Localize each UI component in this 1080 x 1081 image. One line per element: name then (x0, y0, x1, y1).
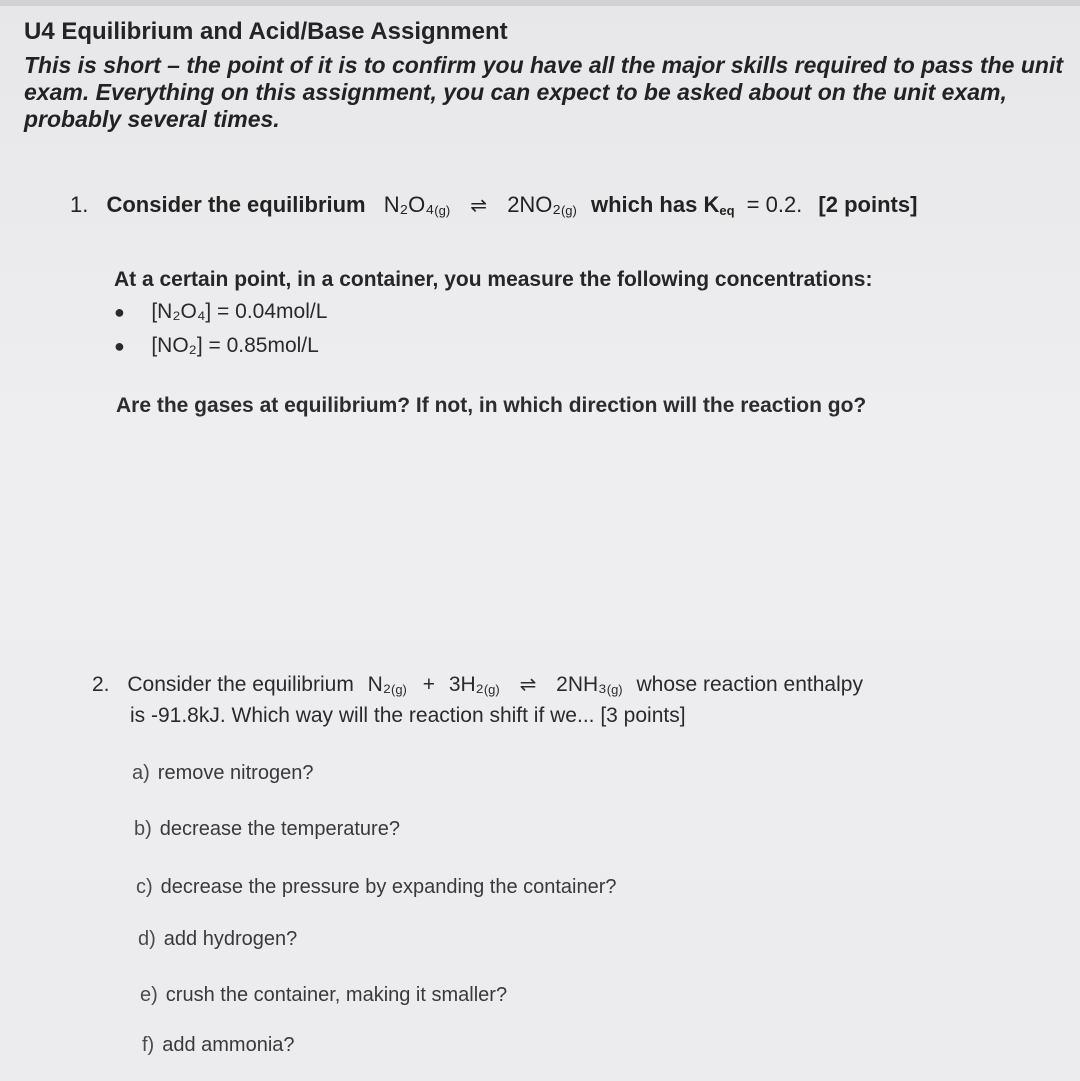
equilibrium-arrow-icon: ⇌ (470, 195, 488, 217)
q2-part-f: f) add ammonia? (142, 1034, 295, 1056)
q1-reactant: $N_2O_4_{(g)}$ (383, 192, 451, 218)
q2-part-d: d) add hydrogen? (138, 928, 298, 950)
q2-part-a: a) remove nitrogen? (132, 762, 314, 784)
bullet-icon: ● (114, 336, 125, 356)
q1-product: $2NO_2_{(g)}$ (507, 192, 577, 218)
q2-tail: whose reaction enthalpy (636, 673, 863, 696)
question-2-stem (92, 672, 863, 697)
q1-keq-label: which has $K_{eq}$ (590, 192, 735, 218)
q2-plus: + (422, 673, 435, 696)
question-1-number: 1. (70, 192, 89, 217)
q2-part-c: c) decrease the pressure by expanding the container? (136, 876, 617, 898)
question-2-number: 2. (92, 673, 110, 696)
q2-product: $2NH_3_{(g)}$ (556, 673, 623, 697)
top-border (0, 0, 1080, 6)
q2-part-e: e) crush the container, making it smaller? (140, 984, 508, 1006)
bullet-icon: ● (114, 302, 125, 322)
question-2-line-2: is -91.8kJ. Which way will the reaction shift if we... [3 points] (130, 704, 686, 727)
question-1-lead: Consider the equilibrium (106, 192, 366, 217)
q1-question: Are the gases at equilibrium? If not, in which direction will the reaction go? (116, 394, 867, 417)
equilibrium-arrow-icon: ⇌ (519, 674, 537, 696)
q1-concentration-item: ● [NO₂] = 0.85mol/L (114, 334, 319, 357)
q2-reactant-1: $N_2_{(g)}$ (367, 673, 407, 697)
q1-keq-value: = 0.2. (746, 192, 803, 217)
q2-reactant-2: $3H_2_{(g)}$ (448, 673, 500, 697)
q1-concentration-item: ● [N₂O₄] = 0.04mol/L (114, 300, 328, 323)
q1-measure-text: At a certain point, in a container, you measure the following concentrations: (114, 268, 873, 291)
question-2-lead: Consider the equilibrium (127, 673, 354, 696)
q1-points: [2 points] (818, 192, 918, 217)
intro-paragraph: This is short – the point of it is to confirm you have all the major skills required to pass the unit exam. Everything on this assignment, you can expect to be asked about on the unit exam, probably several times. (24, 52, 1063, 132)
page-title: U4 Equilibrium and Acid/Base Assignment (24, 18, 508, 45)
question-1-stem (70, 192, 917, 218)
q2-part-b: b) decrease the temperature? (134, 818, 400, 840)
